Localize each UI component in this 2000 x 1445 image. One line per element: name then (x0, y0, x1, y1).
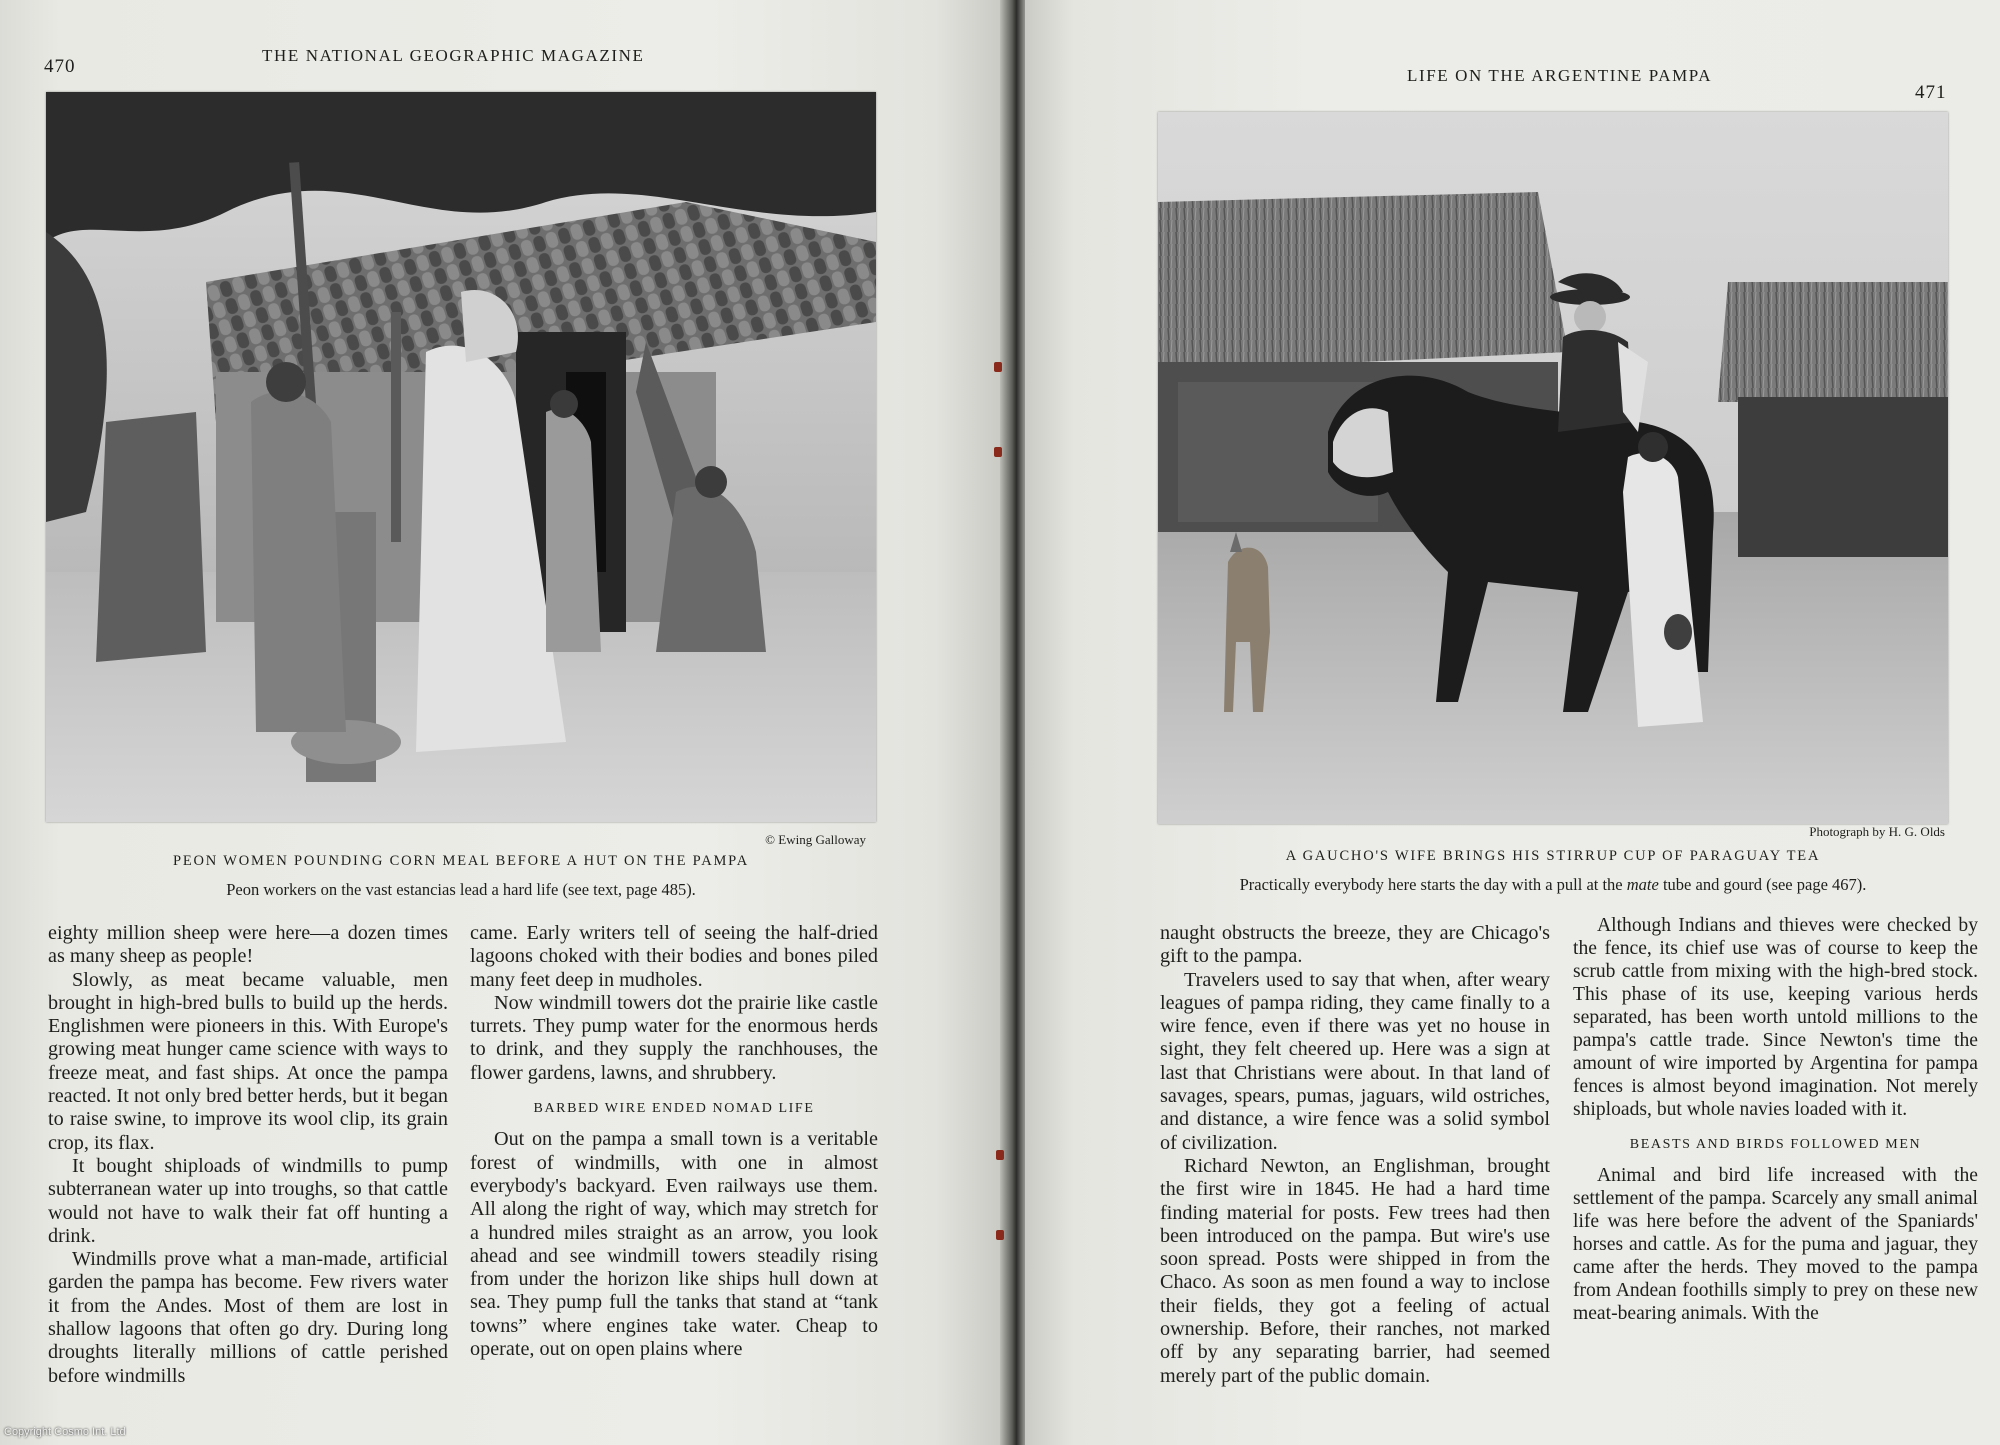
left-running-head: THE NATIONAL GEOGRAPHIC MAGAZINE (262, 46, 645, 65)
paragraph: naught obstructs the breeze, they are Chicago's gift to the pampa. (1160, 922, 1550, 968)
left-photo-credit: © Ewing Galloway (765, 832, 866, 847)
paragraph: Although Indians and thieves were checked by the fence, its chief use was of course to keep the scrub cattle from mixing with the high-bred stock. This phase of its use, keeping various herds separated, has been worth untold millions to the pampa's cattle trade. Since Newton's time the amount of wire imported by Argentina for pampa fences is almost beyond imagination. Not merely shiploads, but whole navies loaded with it. (1573, 915, 1978, 1120)
peon-women-photo-image (46, 92, 876, 822)
caption-text: Practically everybody here starts the day with a pull at the (1239, 875, 1627, 894)
right-folio: 471 (1915, 82, 1947, 103)
right-running-head: LIFE ON THE ARGENTINE PAMPA (1407, 66, 1713, 85)
left-caption-sub: Peon workers on the vast estancias lead a hard life (see text, page 485). (226, 880, 696, 899)
left-caption-title: PEON WOMEN POUNDING CORN MEAL BEFORE A HUT ON THE PAMPA (173, 853, 749, 869)
paragraph: Richard Newton, an Englishman, brought the first wire in 1845. He had a hard time finding material for posts. Few trees had then been introduced on the pampa. But wire's use soon spread. Posts were shipped in from the Chaco. As soon as men found a way to inclose their fields, they got a feeling of actual ownership. Before, their ranches, not marked off by any separating barrier, had seemed merely part of the public domain. (1160, 1154, 1550, 1387)
paragraph: Travelers used to say that when, after weary leagues of pampa riding, they came finally to a wire fence, even if there was yet no house in sight, they felt cheered up. Here was a sign at last that Christians were about. In that land of savages, spears, pumas, jaguars, wild ostriches, and distance, a wire fence was a solid symbol of civilization. (1160, 968, 1550, 1154)
gaucho-photo-image (1158, 112, 1948, 824)
right-page (1025, 0, 2000, 1445)
subhead-barbed-wire: BARBED WIRE ENDED NOMAD LIFE (533, 1101, 815, 1117)
paragraph: It bought shiploads of windmills to pump subterranean water up into troughs, so that cattle would not have to walk their fat off hunting a drink. (48, 1154, 448, 1247)
right-column-2 (1573, 914, 1978, 1325)
paragraph: came. Early writers tell of seeing the half-dried lagoons choked with their bodies and bones piled many feet deep in mudholes. (470, 922, 878, 991)
right-caption-title: A GAUCHO'S WIFE BRINGS HIS STIRRUP CUP OF PARAGUAY TEA (1285, 848, 1821, 864)
paragraph: eighty million sheep were here—a dozen times as many sheep as people! (48, 922, 448, 968)
paragraph: Slowly, as meat became valuable, men brought in high-bred bulls to build up the herds. Englishmen were pioneers in this. With Europe's growing meat hunger came science with ways to freeze meat, and fast ships. At once the pampa reacted. It not only bred better herds, but it began to raise swine, to improve its wool clip, its grain crop, its flax. (48, 968, 448, 1154)
left-photo (46, 92, 876, 822)
right-caption-sub (1158, 875, 1948, 895)
subhead-beasts-birds: BEASTS AND BIRDS FOLLOWED MEN (1629, 1137, 1922, 1152)
right-photo-credit: Photograph by H. G. Olds (1809, 824, 1945, 839)
left-folio: 470 (44, 56, 76, 77)
binding-thread-mark (994, 362, 1002, 372)
binding-thread-mark (994, 447, 1002, 457)
paragraph: Now windmill towers dot the prairie like castle turrets. They pump water for the enormous herds to drink, and they supply the ranchhouses, the flower gardens, lawns, and shrubbery. (470, 991, 878, 1084)
binding-thread-mark (996, 1230, 1004, 1240)
paragraph: Windmills prove what a man-made, artificial garden the pampa has become. Few rivers water it from the Andes. Most of them are lost in shallow lagoons that often go dry. During long droughts literally millions of cattle perished before windmills (48, 1248, 448, 1387)
paragraph: Out on the pampa a small town is a veritable forest of windmills, with one in almost everybody's backyard. Even railways use them. All along the right of way, which may stretch for a hundred miles straight as an arrow, you look ahead and see windmill towers steadily rising from under the horizon like ships hull down at sea. They pump full the tanks that stand at “tank towns” where engines take water. Cheap to operate, out on open plains where (470, 1128, 878, 1361)
copyright-watermark: Copyright Cosmo Int. Ltd (4, 1426, 126, 1438)
left-column-1 (48, 922, 448, 1388)
right-photo (1158, 112, 1948, 824)
paragraph: Animal and bird life increased with the settlement of the pampa. Scarcely any small animal life was here before the advent of the Spaniards' horses and cattle. As for the puma and jaguar, they came after the herds. They moved to the pampa from Andean foothills simply to prey on these new meat-bearing animals. With the (1573, 1165, 1978, 1324)
left-column-2 (470, 922, 878, 1361)
caption-text: tube and gourd (see page 467). (1658, 875, 1867, 894)
right-column-1 (1160, 922, 1550, 1388)
binding-thread-mark (996, 1150, 1004, 1160)
caption-emphasis: mate (1626, 875, 1659, 894)
